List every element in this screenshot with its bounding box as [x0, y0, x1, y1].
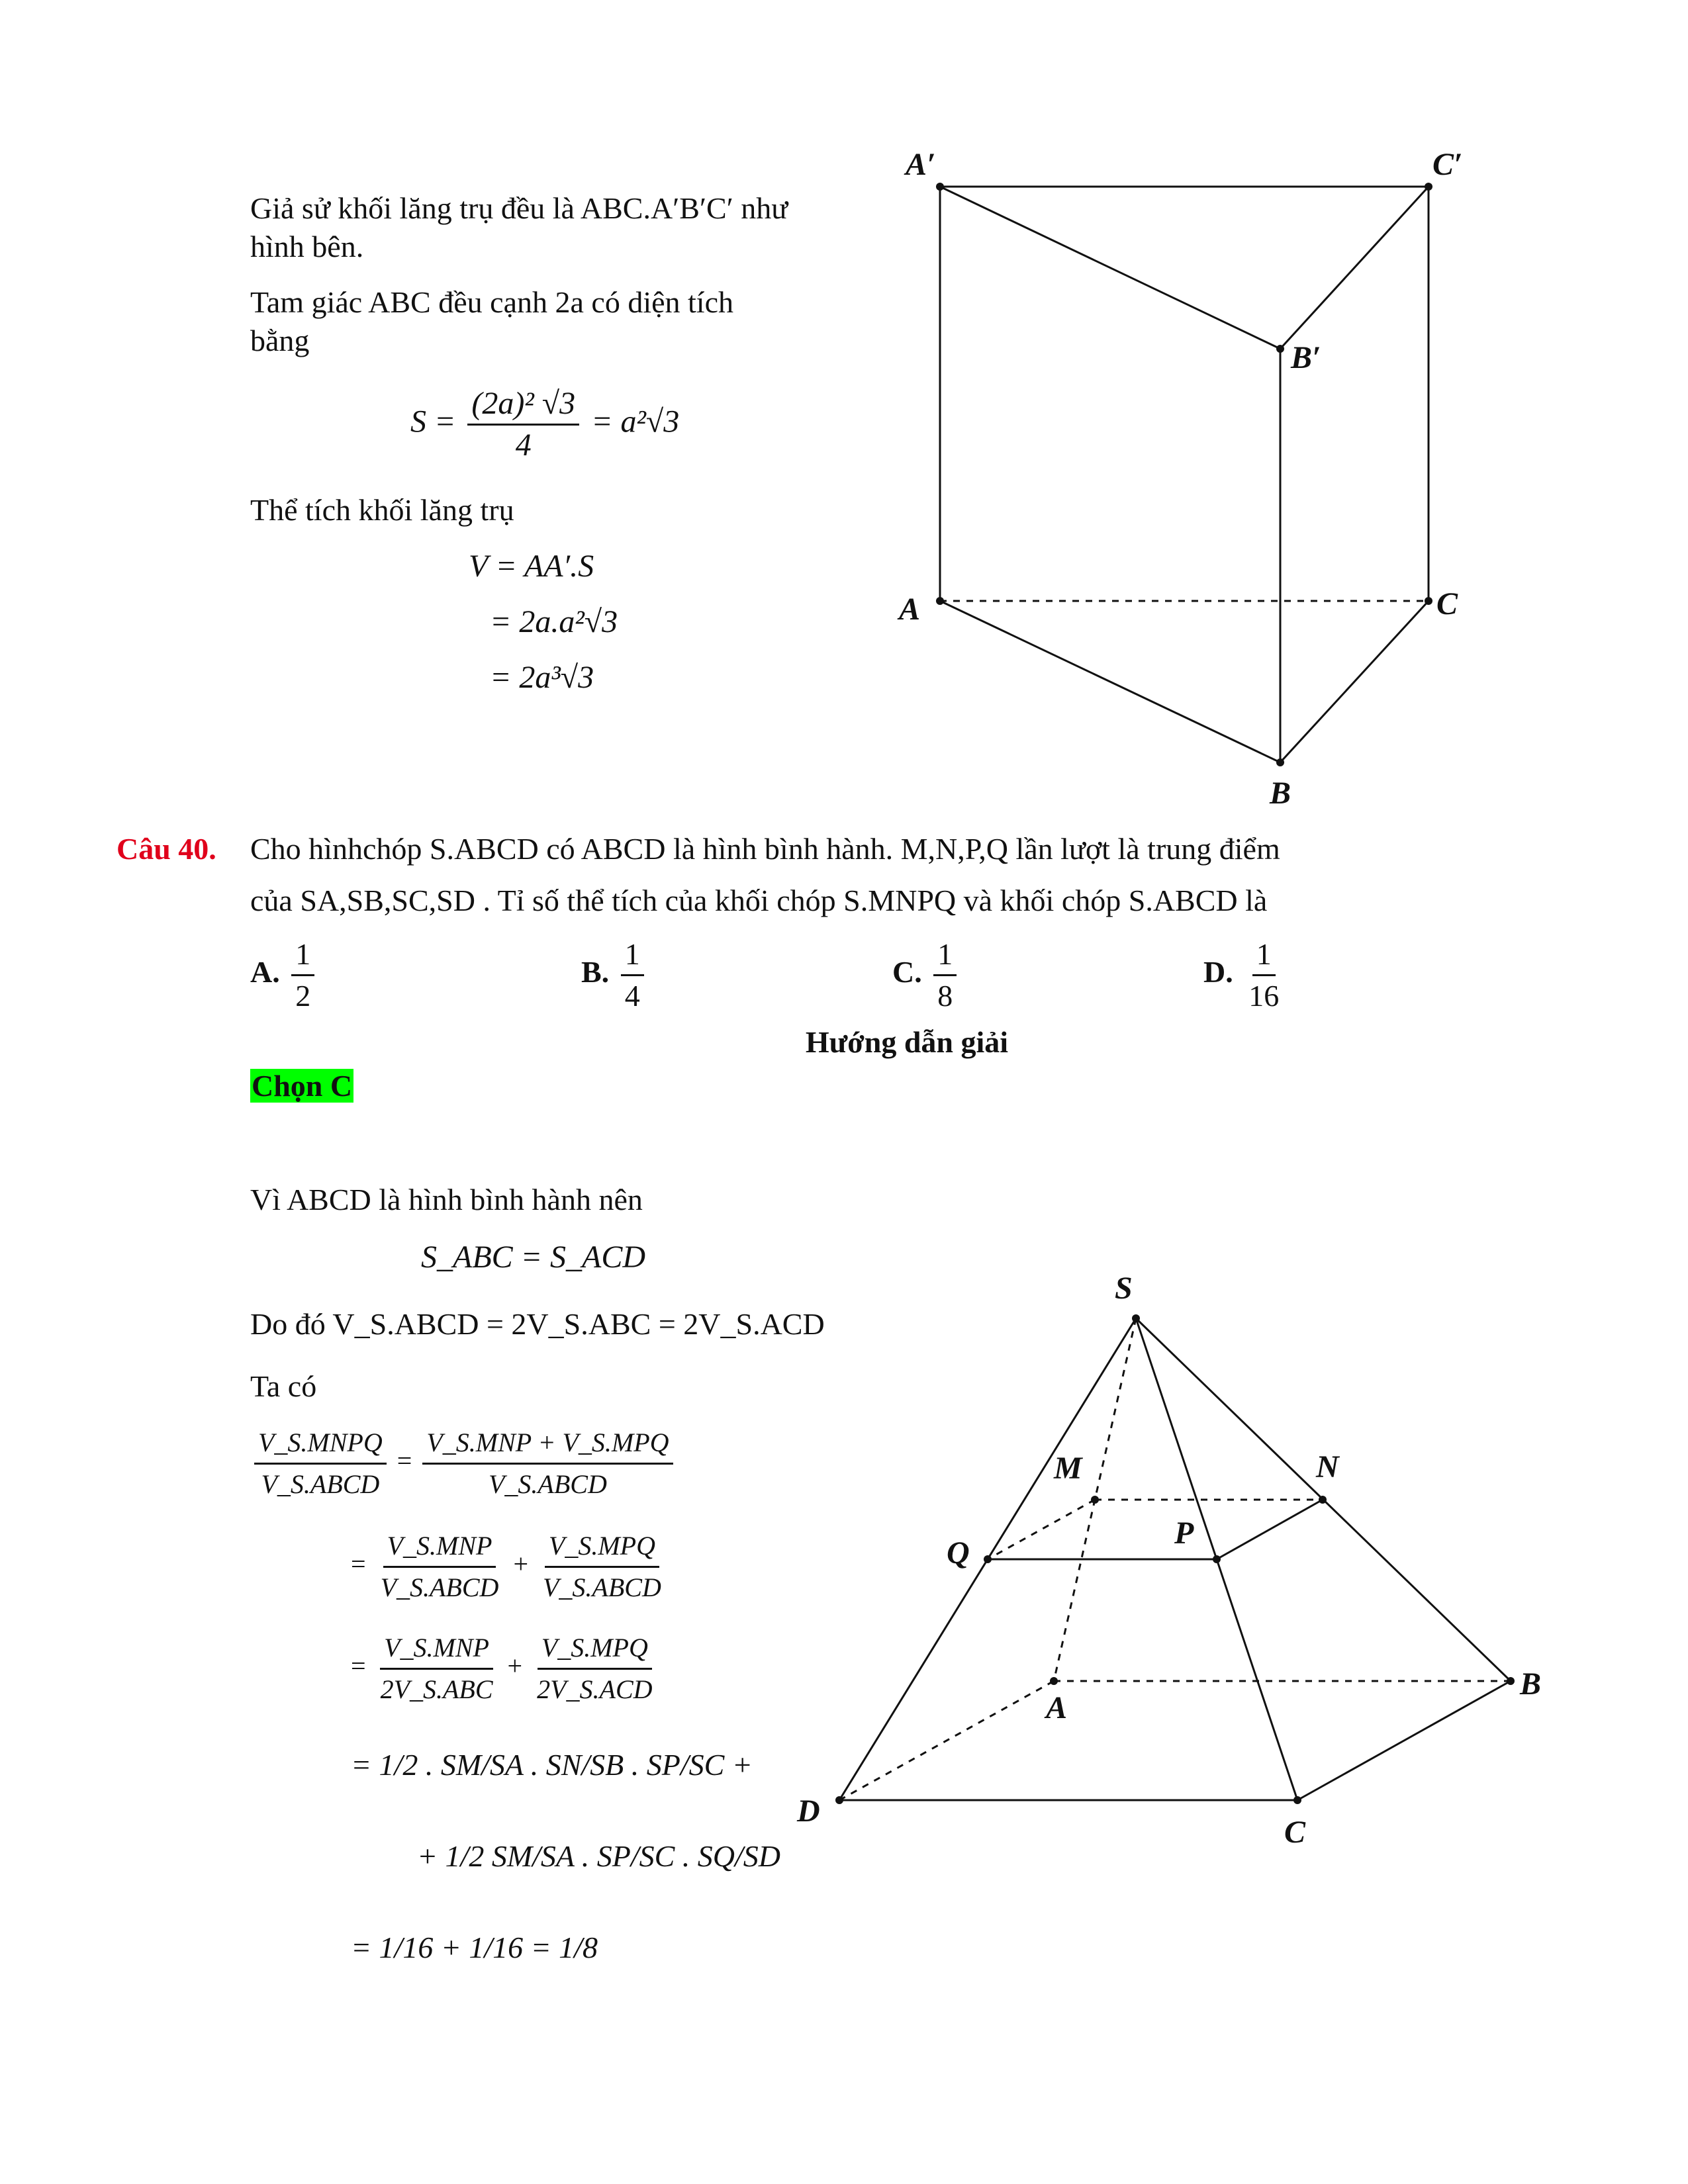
answer-choice: [250, 1067, 353, 1105]
option-a-num: 1: [291, 934, 314, 976]
option-b-den: 4: [624, 979, 640, 1013]
option-c[interactable]: [892, 934, 961, 1016]
r3-a-den: 2V_S.ABC: [380, 1674, 493, 1704]
point-Ctop: [1425, 183, 1432, 191]
r2-a-den: V_S.ABCD: [380, 1572, 499, 1602]
label-Ctop: C′: [1432, 147, 1463, 182]
edge-CB: [1297, 1681, 1511, 1800]
point-C: [1293, 1796, 1301, 1804]
option-d-fraction: [1244, 934, 1283, 1016]
label-D: D: [797, 1794, 820, 1829]
option-d-den: 16: [1248, 979, 1280, 1013]
solution-line-taco: Ta có: [250, 1369, 317, 1403]
point-A: [936, 597, 944, 605]
r2-b-num: V_S.MPQ: [545, 1526, 659, 1568]
question-line1: Cho hìnhchóp S.ABCD có ABCD là hình bình hành. M,N,P,Q lần lượt là trung điểm: [250, 832, 1280, 866]
ratio-row6: = 1/16 + 1/16 = 1/8: [351, 1931, 598, 1964]
label-C: C: [1436, 586, 1458, 621]
edge-PN: [1217, 1500, 1323, 1559]
label-S: S: [1115, 1271, 1133, 1306]
r1-rnum: V_S.MNP + V_S.MPQ: [422, 1423, 673, 1465]
ratio-row4: = 1/2 . SM/SA . SN/SB . SP/SC +: [351, 1748, 753, 1782]
solution-eq-area: S_ABC = S_ACD: [421, 1240, 646, 1275]
label-B: B: [1270, 776, 1291, 811]
solution-line-dodo: Do đó V_S.ABCD = 2V_S.ABC = 2V_S.ACD: [250, 1307, 825, 1341]
point-B: [1276, 758, 1284, 766]
option-a-den: 2: [295, 979, 311, 1013]
answer-choice-highlight: Chọn C: [252, 1069, 353, 1103]
question-number: Câu 40.: [117, 832, 216, 866]
option-d[interactable]: [1203, 934, 1287, 1016]
option-b-fraction: [621, 934, 644, 1016]
label-Btop: B′: [1291, 340, 1321, 375]
label-C: C: [1284, 1815, 1306, 1850]
edge-AB: [940, 601, 1280, 762]
label-A: A: [1046, 1690, 1068, 1725]
edge-CtopBtop: [1280, 187, 1429, 349]
option-a[interactable]: [250, 934, 318, 1016]
label-M: M: [1054, 1451, 1082, 1486]
r2-b-den: V_S.ABCD: [543, 1572, 661, 1602]
point-Atop: [936, 183, 944, 191]
option-d-label: D.: [1203, 955, 1233, 989]
option-c-fraction: [933, 934, 957, 1016]
ratio-row2: = $\frac{\text{V\_S.MNP}}{\text{V\_S.ABCD}}$ + $\frac{\text{V\_S.MPQ}}{\text{V\_S.ABCD}}$: [351, 1526, 669, 1608]
label-B: B: [1520, 1666, 1542, 1702]
label-P: P: [1174, 1516, 1194, 1551]
pyramid-figure: [0, 1224, 1688, 1886]
ratio-row1: $\frac{\text{V\_S.MNPQ}}{\text{V\_S.ABCD}}$ = $\frac{\text{V\_S.MNP + V\_S.MPQ}}{\text{V\_S.ABCD}}$: [250, 1423, 677, 1504]
r1-num: V_S.MNPQ: [254, 1423, 387, 1465]
point-C: [1425, 597, 1432, 605]
edge-MQ-hidden: [988, 1500, 1095, 1559]
r3-a-num: V_S.MNP: [380, 1628, 493, 1670]
point-B: [1507, 1677, 1515, 1685]
area-rhs: = a²√3: [591, 404, 680, 439]
option-b-num: 1: [621, 934, 644, 976]
label-Q: Q: [947, 1535, 970, 1570]
prism-intro-line1: Giả sử khối lăng trụ đều là ABC.A′B′C′ như: [250, 191, 788, 225]
option-c-den: 8: [937, 979, 953, 1013]
point-Btop: [1276, 345, 1284, 353]
volume-line2: = 2a.a²√3: [490, 604, 618, 639]
volume-title: Thể tích khối lăng trụ: [250, 493, 514, 527]
solution-line-vi: Vì ABCD là hình bình hành nên: [250, 1183, 643, 1216]
edge-CB: [1280, 601, 1429, 762]
triangle-line1: Tam giác ABC đều cạnh 2a có diện tích: [250, 285, 734, 319]
label-Atop: A′: [906, 147, 936, 182]
point-A: [1050, 1677, 1058, 1685]
option-c-num: 1: [933, 934, 957, 976]
prism-intro-line2: hình bên.: [250, 230, 364, 263]
prism-figure: [0, 0, 1688, 834]
point-Q: [984, 1555, 992, 1563]
edge-DA-hidden: [839, 1681, 1054, 1800]
option-c-label: C.: [892, 955, 922, 989]
area-numerator: (2a)² √3: [467, 384, 579, 426]
volume-line1: V = AA′.S: [469, 549, 594, 584]
point-S: [1132, 1314, 1140, 1322]
option-d-num: 1: [1252, 934, 1276, 976]
r3-b-den: 2V_S.ACD: [537, 1674, 653, 1704]
point-D: [835, 1796, 843, 1804]
area-denominator: 4: [515, 428, 532, 463]
option-b-label: B.: [581, 955, 610, 989]
question-line2: của SA,SB,SC,SD . Tỉ số thể tích của khối chóp S.MNPQ và khối chóp S.ABCD là: [250, 884, 1268, 917]
option-a-fraction: [291, 934, 314, 1016]
point-P: [1213, 1555, 1221, 1563]
r1-den: V_S.ABCD: [261, 1469, 380, 1499]
solution-heading: Hướng dẫn giải: [805, 1025, 1009, 1059]
point-N: [1319, 1496, 1327, 1504]
volume-line3: = 2a³√3: [490, 660, 594, 695]
edge-AtopBtop: [940, 187, 1280, 349]
ratio-row3: = $\frac{\text{V\_S.MNP}}{\text{2V\_S.ABC}}$ + $\frac{\text{V\_S.MPQ}}{\text{2V\_S.ACD}}$: [351, 1628, 661, 1709]
area-lhs: S =: [410, 404, 456, 439]
option-b[interactable]: [581, 934, 648, 1016]
label-N: N: [1316, 1449, 1339, 1484]
point-M: [1091, 1496, 1099, 1504]
ratio-row5: + 1/2 SM/SA . SP/SC . SQ/SD: [417, 1839, 780, 1873]
triangle-line2: bằng: [250, 324, 310, 357]
r3-b-num: V_S.MPQ: [538, 1628, 652, 1670]
r2-a-num: V_S.MNP: [383, 1526, 496, 1568]
option-a-label: A.: [250, 955, 280, 989]
label-A: A: [899, 592, 921, 627]
r1-rden: V_S.ABCD: [489, 1469, 607, 1499]
